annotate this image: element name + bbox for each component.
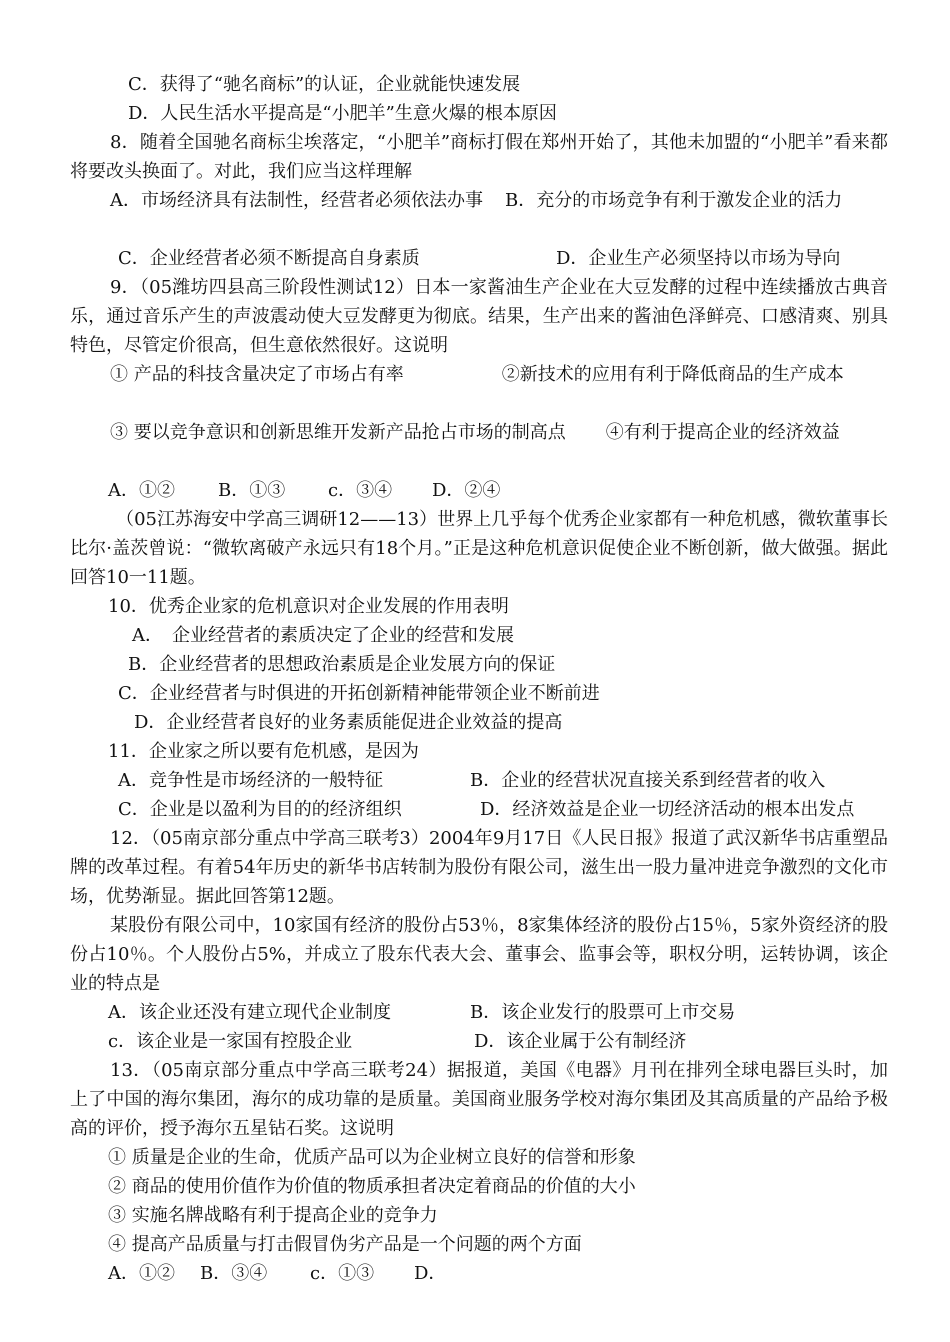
q12-option-b: B．该企业发行的股票可上市交易 (470, 1002, 736, 1023)
q10-11-intro: （05江苏海安中学高三调研12——13）世界上几乎每个优秀企业家都有一种危机感，微软董事长比尔·盖茨曾说：“微软离破产永远只有18个月。”正是这种危机意识促使企业不断创新，做大做强。据此回答10一11题。 (70, 509, 888, 588)
q8-option-b: B．充分的市场竞争有利于激发企业的活力 (505, 190, 843, 211)
q12-option-c: c．该企业是一家国有控股企业 (108, 1031, 353, 1052)
q13-stem: 13．（05南京部分重点中学高三联考24）据报道，美国《电器》月刊在排列全球电器巨头时，加上了中国的海尔集团，海尔的成功靠的是质量。美国商业服务学校对海尔集团及其高质量的产品给予极高的评价，授予海尔五星钻石奖。这说明 (70, 1060, 888, 1139)
q11-option-a: A．竞争性是市场经济的一般特征 (118, 770, 383, 791)
q9-answer-d: D．②④ (432, 480, 501, 501)
q10-option-c: C．企业经营者与时俱进的开拓创新精神能带领企业不断前进 (118, 683, 600, 704)
q8-stem: 8．随着全国驰名商标尘埃落定，“小肥羊”商标打假在郑州开始了，其他未加盟的“小肥羊”看来都将要改头换面了。对此，我们应当这样理解 (70, 132, 888, 182)
q13-answer-b: B．③④ (200, 1263, 268, 1284)
q12-stem: 12．（05南京部分重点中学高三联考3）2004年9月17日《人民日报》报道了武汉新华书店重塑品牌的改革过程。有着54年历史的新华书店转制为股份有限公司，滋生出一股力量冲进竞争激烈的文化市场，优势渐显。据此回答第12题。 (70, 828, 888, 907)
q12-body: 某股份有限公司中，10家国有经济的股份占53％，8家集体经济的股份占15％，5家外资经济的股份占10％。个人股份占5%，并成立了股东代表大会、董事会、监事会等，职权分明，运转协调，该企业的特点是 (70, 915, 888, 994)
q8-option-a: A．市场经济具有法制性，经营者必须依法办事 (110, 190, 483, 211)
q11-option-c: C．企业是以盈利为目的的经济组织 (118, 799, 402, 820)
q8-option-d: D．企业生产必须坚持以市场为导向 (556, 248, 841, 269)
q9-option-4: ④有利于提高企业的经济效益 (605, 422, 840, 443)
q13-option-1: ① 质量是企业的生命，优质产品可以为企业树立良好的信誉和形象 (108, 1147, 636, 1168)
q8-option-c: C．企业经营者必须不断提高自身素质 (118, 248, 420, 269)
q9-answer-c: c．③④ (328, 480, 393, 501)
q9-options-34 (70, 418, 888, 447)
q11-option-b: B．企业的经营状况直接关系到经营者的收入 (470, 770, 826, 791)
q10-option-a: A． 企业经营者的素质决定了企业的经营和发展 (132, 625, 514, 646)
q13-option-2: ② 商品的使用价值作为价值的物质承担者决定着商品的价值的大小 (108, 1176, 636, 1197)
q9-stem: 9．（05潍坊四县高三阶段性测试12）日本一家酱油生产企业在大豆发酵的过程中连续播放古典音乐，通过音乐产生的声波震动使大豆发酵更为彻底。结果，生产出来的酱油色泽鲜亮、口感清爽、别具特色，尽管定价很高，但生意依然很好。这说明 (70, 277, 888, 356)
q10-option-d: D．企业经营者良好的业务素质能促进企业效益的提高 (134, 712, 563, 733)
q12-option-d: D．该企业属于公有制经济 (474, 1031, 687, 1052)
q10-stem: 10．优秀企业家的危机意识对企业发展的作用表明 (108, 596, 509, 617)
q9-options-12 (70, 360, 888, 389)
q9-option-1: ① 产品的科技含量决定了市场占有率 (110, 364, 404, 385)
q11-option-d: D．经济效益是企业一切经济活动的根本出发点 (480, 799, 855, 820)
q8-options-ab (70, 186, 888, 215)
q9-option-3: ③ 要以竞争意识和创新思维开发新产品抢占市场的制高点 (110, 422, 566, 443)
q9-option-2: ②新技术的应用有利于降低商品的生产成本 (501, 364, 844, 385)
q11-stem: 11．企业家之所以要有危机感，是因为 (108, 741, 419, 762)
q13-answer-a: A．①② (108, 1263, 175, 1284)
q7-option-c: C．获得了“驰名商标”的认证，企业就能快速发展 (128, 74, 521, 95)
q13-option-3: ③ 实施名牌战略有利于提高企业的竞争力 (108, 1205, 438, 1226)
q9-answer-b: B．①③ (218, 480, 286, 501)
q12-option-a: A．该企业还没有建立现代企业制度 (108, 1002, 391, 1023)
q7-option-d: D．人民生活水平提高是“小肥羊”生意火爆的根本原因 (128, 103, 557, 124)
q13-answer-d: D． (414, 1263, 447, 1284)
q10-option-b: B．企业经营者的思想政治素质是企业发展方向的保证 (128, 654, 556, 675)
q13-answer-c: c．①③ (310, 1263, 375, 1284)
q9-answer-a: A．①② (108, 480, 175, 501)
q13-option-4: ④ 提高产品质量与打击假冒伪劣产品是一个问题的两个方面 (108, 1234, 582, 1255)
